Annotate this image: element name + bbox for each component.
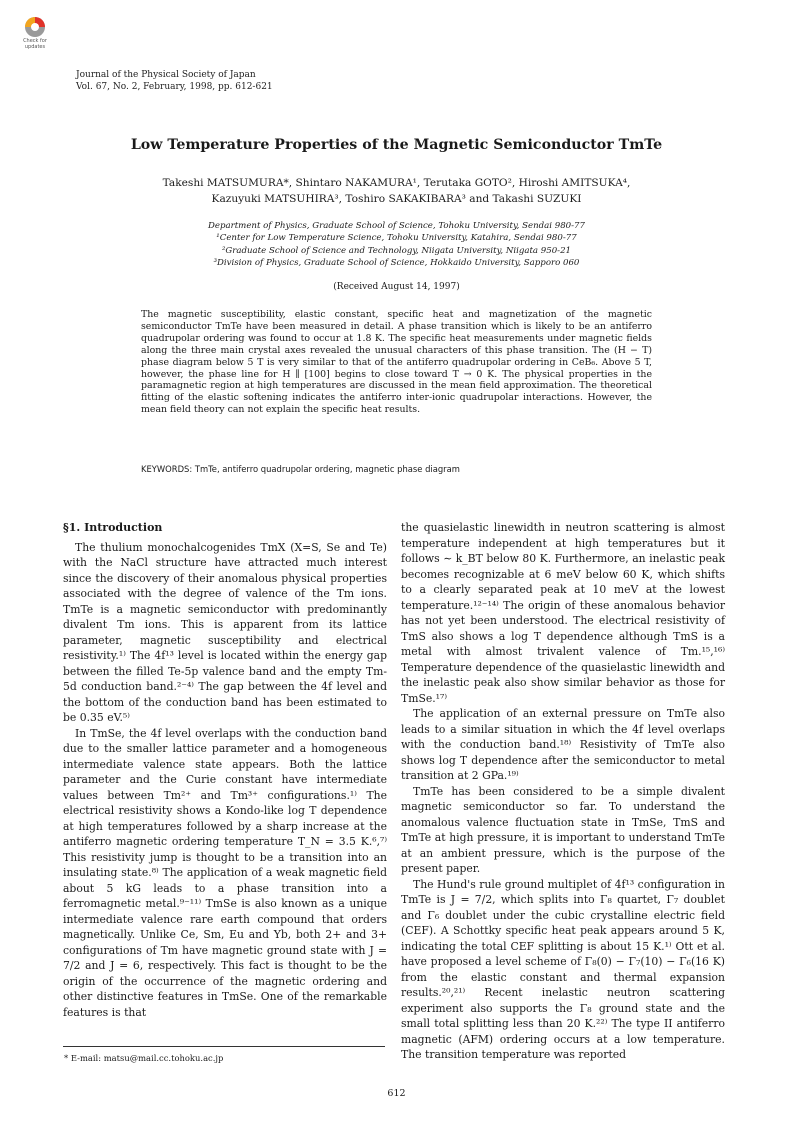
affiliation: ²Graduate School of Science and Technology, Niigata University, Niigata 950-21 [221, 245, 572, 256]
abstract: The magnetic susceptibility, elastic constant, specific heat and magnetization of the magnetic semiconductor TmTe have been measured in detail. A phase transition which is likely to be an antiferro quadrupolar ordering was found to occur at 1.8 K. The specific heat measurements under magnetic fields along the three main crystal axes revealed the unusual characters of this phase transition. The (H − T) phase diagram below 5 T is very similar to that of the antiferro quadrupolar ordering in CeB₆. Above 5 T, however, the phase line for H ∥ [100] begins to close toward T → 0 K. The physical properties in the paramagnetic region at high temperatures are discussed in the mean field approximation. The theoretical fitting of the elastic softening indicates the antiferro inter-ionic quadrupolar interactions. However, the mean field theory can not explain the specific heat results. [141, 309, 652, 416]
received-date: (Received August 14, 1997) [333, 282, 460, 292]
author-line: Kazuyuki MATSUHIRA³, Toshiro SAKAKIBARA³ and Takashi SUZUKI [211, 193, 582, 205]
paragraph: In TmSe, the 4f level overlaps with the conduction band due to the smaller lattice parameter and a homogeneous intermediate valence state appears. Both the lattice parameter and the Curie constant have intermediate values between Tm²⁺ and Tm³⁺ configurations.¹⁾ The electrical resistivity shows a Kondo-like log T dependence at high temperatures followed by a sharp increase at the antiferro magnetic ordering temperature T_N = 3.5 K.⁶,⁷⁾ This resistivity jump is thought to be a transition into an insulating state.⁸⁾ The application of a weak magnetic field about 5 kG leads to a phase transition into a ferromagnetic metal.⁹⁻¹¹⁾ TmSe is also known as a unique intermediate valence rare earth compound that orders magnetically. Unlike Ce, Sm, Eu and Yb, both 2+ and 3+ configurations of Tm have magnetic ground state with J = 7/2 and J = 6, respectively. This fact is thought to be the origin of the occurrence of the magnetic ordering and other distinctive features in TmSe. One of the remarkable features is that [63, 726, 387, 1019]
paragraph: The application of an external pressure on TmTe also leads to a similar situation in which the 4f level overlaps with the conduction band.¹⁸⁾ Resistivity of TmTe also shows log T dependence after the semiconductor to metal transition at 2 GPa.¹⁹⁾ [401, 707, 725, 782]
paragraph: TmTe has been considered to be a simple divalent magnetic semiconductor so far. To understand the anomalous valence fluctuation state in TmSe, TmS and TmTe at high pressure, it is important to understand TmTe at an ambient pressure, which is the purpose of the present paper. [401, 784, 725, 875]
left-column [63, 520, 387, 1020]
author-list [110, 175, 683, 207]
affiliation: ³Division of Physics, Graduate School of Science, Hokkaido University, Sapporo 060 [213, 258, 580, 269]
paragraph: The thulium monochalcogenides TmX (X=S, Se and Te) with the NaCl structure have attracted much interest since the discovery of their anomalous physical properties associated with the degree of valence of the Tm ions. TmTe is a magnetic semiconductor with predominantly divalent Tm ions. This is apparent from its lattice parameter, magnetic susceptibility and electrical resistivity.¹⁾ The 4f¹³ level is located within the energy gap between the filled Te-5p valence band and the empty Tm-5d conduction band.²⁻⁴⁾ The gap between the 4f level and the bottom of the conduction band has been estimated to be 0.35 eV.⁵⁾ [63, 540, 387, 724]
journal-name: Journal of the Physical Society of Japan [76, 70, 256, 80]
footnote-email: * E-mail: matsu@mail.cc.tohoku.ac.jp [64, 1053, 224, 1063]
right-column [401, 520, 725, 1063]
section-heading: §1. Introduction [63, 521, 163, 534]
paper-title: Low Temperature Properties of the Magnetic Semiconductor TmTe [130, 137, 663, 153]
paragraph: the quasielastic linewidth in neutron scattering is almost temperature independent at high temperatures but it follows ∼ k_BT below 80 K. Furthermore, an inelastic peak becomes recognizable at 6 meV below 60 K, which shifts to a clearly separated peak at 10 meV at the lowest temperature.¹²⁻¹⁴⁾ The origin of these anomalous behavior has not yet been understood. The electrical resistivity of TmS also shows a log T dependence although TmS is a metal with almost trivalent valence of Tm.¹⁵,¹⁶⁾ Temperature dependence of the quasielastic linewidth and the inelastic peak also show similar behavior as those for TmSe.¹⁷⁾ [401, 521, 725, 705]
journal-volume: Vol. 67, No. 2, February, 1998, pp. 612-621 [76, 82, 273, 92]
page-number: 612 [387, 1088, 406, 1099]
footnote-divider [63, 1046, 385, 1047]
keywords: KEYWORDS: TmTe, antiferro quadrupolar ordering, magnetic phase diagram [141, 464, 460, 474]
author-line: Takeshi MATSUMURA*, Shintaro NAKAMURA¹, Terutaka GOTO², Hiroshi AMITSUKA⁴, [162, 177, 631, 189]
affiliation: ¹Center for Low Temperature Science, Tohoku University, Katahira, Sendai 980-77 [216, 233, 577, 244]
paragraph: The Hund's rule ground multiplet of 4f¹³ configuration in TmTe is J = 7/2, which splits into Γ₈ quartet, Γ₇ doublet and Γ₆ doublet under the cubic crystalline electric field (CEF). A Schottky specific heat peak appears around 5 K, indicating the total CEF splitting is about 15 K.¹⁾ Ott et al. have proposed a level scheme of Γ₈(0) − Γ₇(10) − Γ₆(16 K) from the elastic constant and thermal expansion results.²⁰,²¹⁾ Recent inelastic neutron scattering experiment also supports the Γ₈ ground state and the small total splitting less than 20 K.²²⁾ The type II antiferro magnetic (AFM) ordering occurs at a low temperature. The transition temperature was reported [401, 877, 725, 1061]
check-for-updates-label[interactable]: Check for updates [23, 38, 47, 50]
affiliation-list [120, 220, 673, 270]
affiliation: Department of Physics, Graduate School of Science, Tohoku University, Sendai 980-77 [208, 221, 585, 231]
journal-citation [76, 69, 273, 93]
